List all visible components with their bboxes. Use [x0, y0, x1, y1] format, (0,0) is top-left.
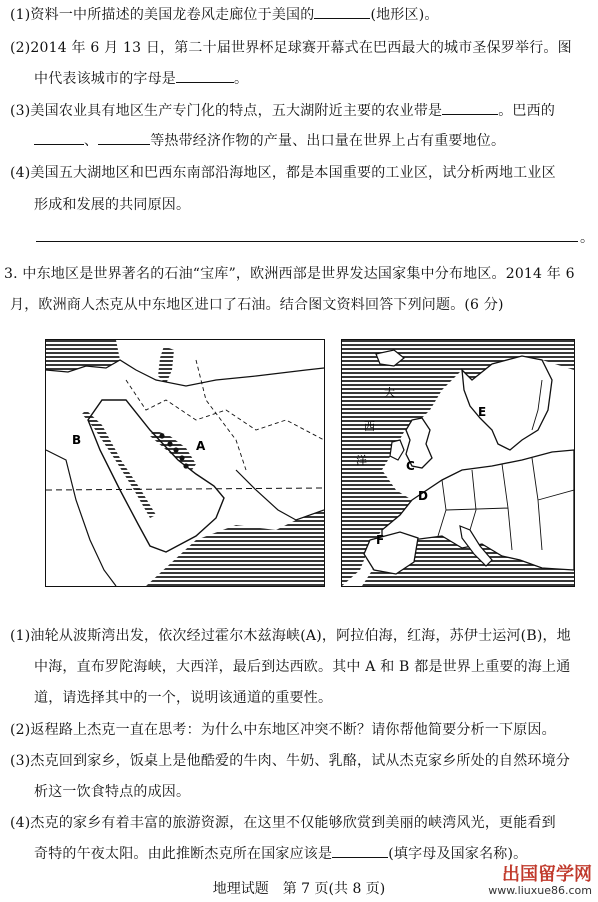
q3-text-after: 等热带经济作物的产量、出口量在世界上占有重要地位。 — [150, 133, 506, 149]
q2-text: 中代表该城市的字母是 — [34, 71, 176, 87]
q3-answer-blank-1[interactable] — [442, 102, 498, 115]
q2-line1: (2)2014 年 6 月 13 日，第二十届世界杯足球赛开幕式在巴西最大的城市圣保罗举行。图 — [10, 40, 572, 56]
s3q3-line1: (3)杰克回到家乡，饭桌上是他酷爱的牛肉、牛奶、乳酪，试从杰克家乡所处的自然环境分 — [10, 753, 571, 769]
tropic-line — [46, 488, 324, 490]
label-e: E — [478, 405, 487, 419]
s3q3-line2: 析这一饮食特点的成因。 — [34, 784, 191, 800]
watermark-logo — [488, 865, 592, 897]
section3-line1: 3. 中东地区是世界著名的石油“宝库”，欧洲西部是世界发达国家集中分布地区。2014 年 6 — [4, 266, 575, 282]
persian-gulf — [150, 430, 196, 470]
q4-period: 。 — [580, 230, 595, 246]
q3-sep: 、 — [84, 133, 99, 149]
q3-text: (3)美国农业具有地区生产专门化的特点，五大湖附近主要的农业带是 — [10, 103, 443, 119]
q2-answer-blank[interactable] — [176, 70, 234, 83]
q2-line2 — [34, 70, 248, 88]
african-coast — [46, 450, 116, 586]
q4-answer-line[interactable] — [36, 241, 578, 242]
maps-figure — [45, 339, 573, 589]
arabian-peninsula — [88, 400, 224, 552]
caspian-sea — [158, 346, 174, 384]
page-footer: 地理试题 第 7 页(共 8 页) — [212, 881, 386, 897]
s3q4-text: 奇特的午夜太阳。由此推断杰克所在国家应该是 — [34, 846, 333, 862]
watermark-url: www.liuxue86.com — [488, 884, 592, 897]
s3q4-text-after: (填字母及国家名称)。 — [388, 846, 528, 862]
q4-line1: (4)美国五大湖地区和巴西东南部沿海地区，都是本国重要的工业区，试分析两地工业区 — [10, 165, 556, 181]
q3-line1 — [10, 102, 555, 120]
europe-map — [341, 339, 575, 587]
s3q4-answer-blank[interactable] — [332, 845, 388, 858]
q2-text-after: 。 — [234, 71, 249, 87]
middle-east-map — [45, 339, 325, 587]
europe-map-graphic — [342, 340, 574, 586]
q3-answer-blank-3[interactable] — [98, 132, 150, 145]
s3q1-line1: (1)油轮从波斯湾出发，依次经过霍尔木兹海峡(A)，阿拉伯海，红海，苏伊士运河(B)，地 — [10, 628, 571, 644]
label-c: C — [406, 459, 415, 473]
middle-east-map-graphic — [46, 340, 324, 586]
q1-answer-blank[interactable] — [314, 6, 370, 19]
q1-line — [10, 6, 439, 24]
s3q1-line3: 道，请选择其中的一个，说明该通道的重要性。 — [34, 690, 333, 706]
s3q4-line2 — [34, 845, 527, 863]
label-f: F — [376, 533, 385, 547]
ireland — [390, 440, 404, 460]
label-d: D — [418, 489, 428, 503]
red-sea — [82, 410, 156, 518]
label-xi: 西 — [364, 420, 375, 433]
label-yang: 洋 — [356, 454, 367, 467]
label-da: 大 — [384, 386, 395, 399]
border-lines-2 — [196, 360, 246, 470]
s3q2-line1: (2)返程路上杰克一直在思考：为什么中东地区冲突不断？请你帮他简要分析一下原因。 — [10, 722, 556, 738]
q3-line2 — [34, 132, 505, 150]
s3q1-line2: 中海，直布罗陀海峡，大西洋，最后到达西欧。其中 A 和 B 都是世界上重要的海上通 — [34, 659, 571, 675]
s3q4-line1: (4)杰克的家乡有着丰富的旅游资源，在这里不仅能够欣赏到美丽的峡湾风光，更能看到 — [10, 815, 556, 831]
section3-line2: 月，欧洲商人杰克从中东地区进口了石油。结合图文资料回答下列问题。(6 分) — [10, 297, 504, 313]
iran-coast — [236, 470, 324, 520]
watermark-brand: 出国留学网 — [502, 864, 592, 885]
q4-line2: 形成和发展的共同原因。 — [34, 197, 191, 213]
q1-text: (1)资料一中所描述的美国龙卷风走廊位于美国的 — [10, 7, 315, 23]
q3-text-mid: 。巴西的 — [498, 103, 556, 119]
label-b: B — [72, 433, 82, 447]
q3-answer-blank-2[interactable] — [34, 132, 84, 145]
q1-text-after: (地形区)。 — [370, 7, 439, 23]
label-a: A — [196, 439, 206, 453]
